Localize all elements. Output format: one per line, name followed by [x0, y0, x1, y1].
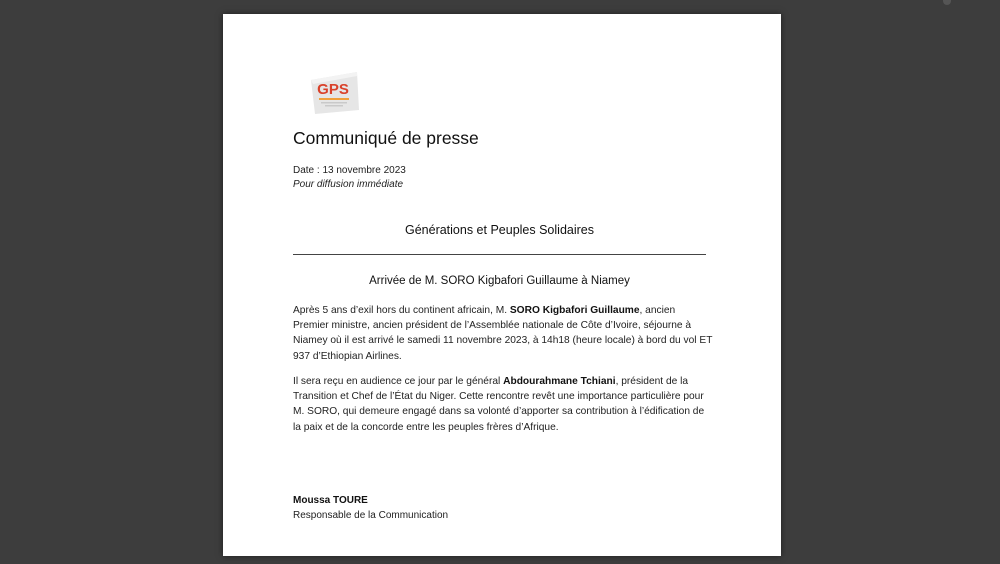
- signatory-role: Responsable de la Communication: [293, 510, 449, 521]
- headline: Arrivée de M. SORO Kigbafori Guillaume à Niamey: [369, 275, 630, 287]
- paragraph-text: , ancien Premier ministre, ancien président de l’Assemblée nationale de Côte d’Ivoire, séjourne à Niamey où il est arrivé le samedi 11 novembre 2023, à 14h18 (heure locale) à bord du vol ET 937 d’Ethiopian Airlines.: [293, 305, 713, 362]
- divider: [293, 254, 706, 255]
- bold-name: SORO Kigbafori Guillaume: [509, 305, 640, 316]
- organization-name: Générations et Peuples Solidaires: [404, 223, 594, 237]
- paragraph-audience: [293, 374, 713, 435]
- document-title: Communiqué de presse: [293, 128, 479, 148]
- diffusion-note: Pour diffusion immédiate: [293, 179, 404, 190]
- svg-text:GPS: GPS: [317, 81, 349, 98]
- signatory-name: Moussa TOURE: [293, 495, 368, 506]
- paragraph-text: , président de la Transition et Chef de l’État du Niger. Cette rencontre revêt une importance particulière pour M. SORO, qui demeure engagé dans sa volonté d’apporter sa contribution à l’édification de la paix et de la concorde entre les peuples frères d’Afrique.: [293, 376, 705, 433]
- press-release-page: [223, 14, 781, 556]
- release-date: Date : 13 novembre 2023: [293, 165, 406, 176]
- corner-indicator: [943, 0, 951, 5]
- bold-name: Abdourahmane Tchiani: [503, 376, 616, 387]
- gps-logo: [307, 70, 365, 118]
- paragraph-arrival: [293, 303, 713, 364]
- paragraph-text: Il sera reçu en audience ce jour par le général: [293, 376, 504, 387]
- paragraph-text: Après 5 ans d’exil hors du continent africain, M.: [293, 305, 510, 316]
